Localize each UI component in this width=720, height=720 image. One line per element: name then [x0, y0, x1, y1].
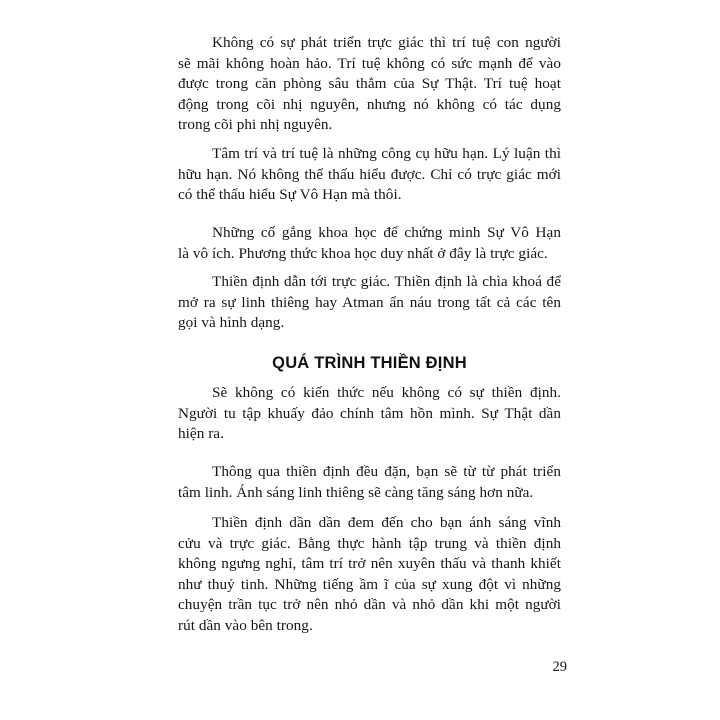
paragraph-line: là vô ích. Phương thức khoa học duy nhất ở đây là trực giác.	[178, 244, 548, 262]
paragraph-line: Tâm trí và trí tuệ là những công cụ hữu hạn. Lý luận thì	[212, 145, 561, 162]
paragraph-6	[178, 462, 561, 503]
paragraph-line: mở ra sự linh thiêng hay Atman ẩn náu trong tất cả các tên	[178, 293, 561, 311]
paragraph-5	[178, 383, 561, 445]
paragraph-line: như thuỷ tinh. Những tiếng ầm ĩ của sự xung đột vì những	[178, 575, 561, 593]
paragraph-line: sẽ mãi không hoàn hảo. Trí tuệ không có sức mạnh để vào	[178, 54, 561, 72]
paragraph-line: hiện ra.	[178, 425, 224, 442]
paragraph-line: chuyện trần tục trở nên nhỏ dần và nhỏ dần khi một người	[178, 596, 561, 613]
paragraph-1	[178, 33, 561, 136]
paragraph-line: không ngưng nghỉ, tâm trí trở nên xuyên thấu và thanh khiết	[178, 555, 561, 572]
paragraph-line: Sẽ không có kiến thức nếu không có sự thiền định.	[212, 384, 561, 401]
paragraph-2	[178, 144, 561, 206]
paragraph-line: động trong cõi nhị nguyên, nhưng nó không có tác dụng	[178, 95, 561, 113]
paragraph-line: hữu hạn. Nó không thể thấu hiểu được. Chỉ có trực giác mới	[178, 165, 561, 183]
paragraph-line: trong cõi phi nhị nguyên.	[178, 116, 333, 133]
paragraph-line: gọi và hình dạng.	[178, 314, 285, 331]
paragraph-line: Những cố gắng khoa học để chứng minh Sự Vô Hạn	[212, 224, 561, 241]
paragraph-line: có thể thấu hiểu Sự Vô Hạn mà thôi.	[178, 186, 402, 203]
paragraph-4	[178, 272, 561, 334]
paragraph-3	[178, 223, 561, 264]
paragraph-line: Thiền định dần dần đem đến cho bạn ánh sáng vĩnh	[212, 514, 561, 531]
paragraph-line: cửu và trực giác. Bằng thực hành tập trung và thiền định	[178, 534, 561, 552]
paragraph-line: Không có sự phát triển trực giác thì trí tuệ con người	[212, 34, 561, 51]
paragraph-line: Thông qua thiền định đều đặn, bạn sẽ từ từ phát triển	[212, 463, 561, 480]
paragraph-line: Người tu tập khuấy đảo chính tâm hồn mình. Sự Thật dần	[178, 404, 561, 422]
section-heading: QUÁ TRÌNH THIỀN ĐỊNH	[272, 354, 467, 372]
paragraph-7	[178, 513, 561, 636]
page-number: 29	[552, 659, 567, 675]
paragraph-line: Thiền định dẫn tới trực giác. Thiền định là chìa khoá để	[212, 273, 561, 290]
paragraph-line: tâm linh. Ánh sáng linh thiêng sẽ càng tăng sáng hơn nữa.	[178, 483, 534, 501]
paragraph-line: được trong căn phòng sâu thẳm của Sự Thật. Trí tuệ hoạt	[178, 75, 561, 92]
paragraph-line: rút dần vào bên trong.	[178, 616, 313, 634]
